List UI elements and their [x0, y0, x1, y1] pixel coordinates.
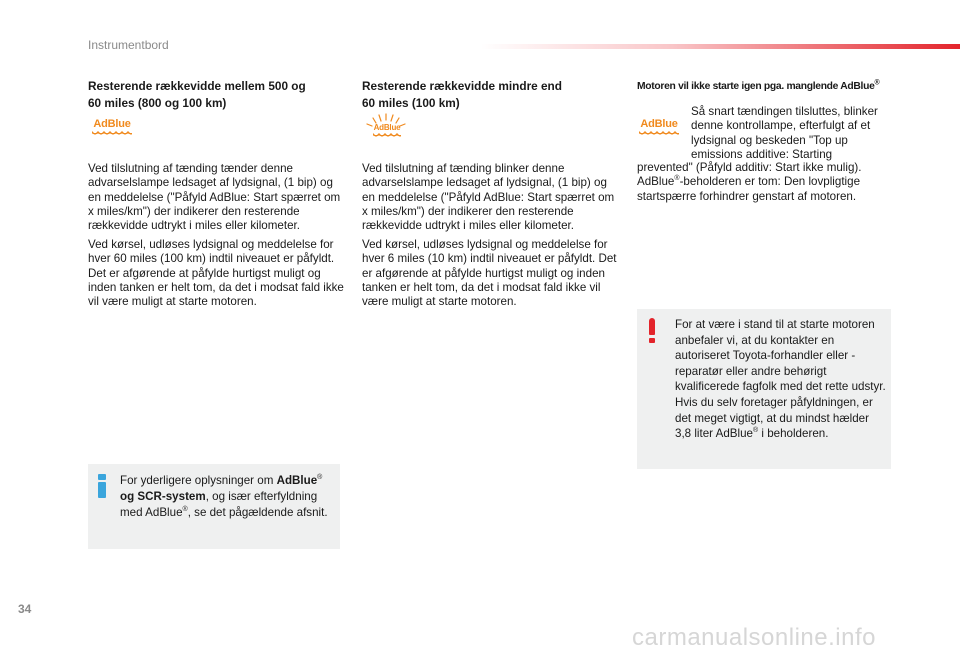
- adblue-blinking-icon: AdBlue: [362, 112, 410, 142]
- section-no-restart: [637, 78, 893, 203]
- section-range-500-60: [88, 78, 344, 309]
- adblue-warning-icon: AdBlue: [92, 118, 132, 136]
- paragraph: Så snart tændingen tilsluttes, blinker denne kontrollampe, efterfulgt af et lydsignal og beskeden "Top up emissions additive: Starting: [691, 105, 878, 161]
- watermark: carmanualsonline.info: [632, 624, 876, 651]
- paragraph: Ved tilslutning af tænding blinker denne advarselslampe ledsaget af lydsignal, (1 bip) og en meddelelse ("Påfyld AdBlue: Start spærret om x miles/km") der indikerer den resterende rækkevidde udtrykt i miles eller kilometer.: [362, 162, 615, 233]
- info-text: For yderligere oplysninger om AdBlue® og SCR-system, og især efterfyldning med AdBlue®, se det pågældende afsnit.: [120, 474, 328, 519]
- exclamation-icon: [647, 318, 657, 344]
- info-icon: [97, 474, 107, 498]
- header-title: Instrumentbord: [88, 38, 169, 52]
- info-box: [88, 464, 340, 549]
- warning-box: [637, 309, 891, 469]
- header-accent-bar: [480, 44, 960, 49]
- warning-text: For at være i stand til at starte motoren anbefaler vi, at du kontakter en autoriseret Toyota-forhandler eller -reparatør eller andre behørigt kvalificerede fagfolk med det rette udstyr. Hvis du selv foretager påfyldningen, er det meget vigtigt, at du mindst hælder 3,8 liter AdBlue® i beholderen.: [675, 318, 886, 441]
- adblue-warning-icon: AdBlue: [639, 118, 679, 136]
- paragraph: Ved tilslutning af tænding tænder denne advarselslampe ledsaget af lydsignal, (1 bip) og en meddelelse ("Påfyld AdBlue: Start spærret om x miles/km") der indikerer den resterende rækkevidde udtrykt i miles eller kilometer.: [88, 162, 341, 233]
- paragraph: Ved kørsel, udløses lydsignal og meddelelse for hver 60 miles (100 km) indtil niveauet er påfyldt. Det er afgørende at påfylde hurtigst muligt og inden tanken er helt tom, da det i modsat fald ikke vil være muligt at starte motoren.: [88, 238, 344, 309]
- page-number: 34: [18, 602, 32, 616]
- section-heading: Motoren vil ikke starte igen pga. manglende AdBlue®: [637, 79, 880, 92]
- paragraph: prevented" (Påfyld additiv: Start ikke mulig). AdBlue®-beholderen er tom: Den lovpligtige startspærre forhindrer genstart af motoren.: [637, 161, 862, 203]
- paragraph: Ved kørsel, udløses lydsignal og meddelelse for hver 6 miles (10 km) indtil niveauet er påfyldt. Det er afgørende at påfylde hurtigst muligt og inden tanken er helt tom, da det i modsat fald ikke vil være muligt at starte motoren.: [362, 238, 617, 309]
- section-heading: Resterende rækkevidde mindre end 60 miles (100 km): [362, 79, 562, 110]
- section-range-less-60: [362, 78, 618, 309]
- section-heading: Resterende rækkevidde mellem 500 og 60 miles (800 og 100 km): [88, 79, 306, 110]
